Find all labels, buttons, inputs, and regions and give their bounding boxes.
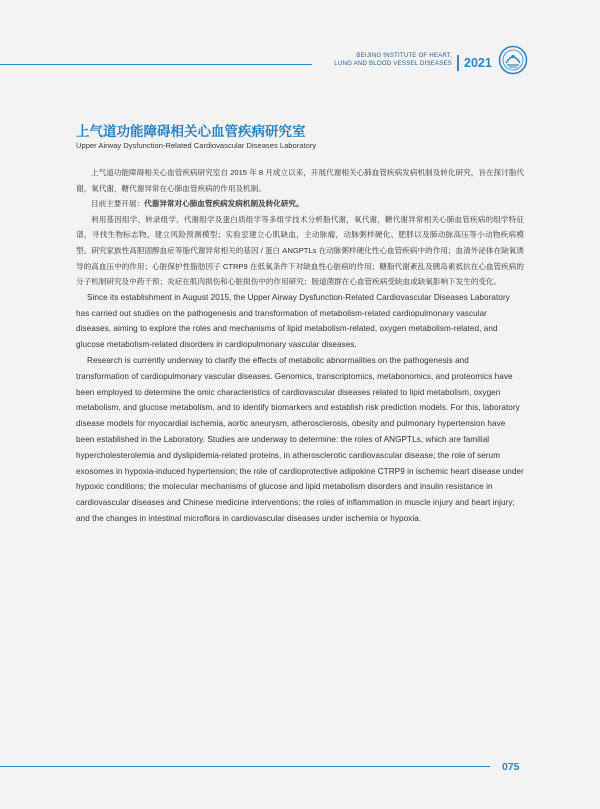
header-year: 2021 [464, 56, 492, 70]
cn-paragraph-2-lead: 目前主要开展： [91, 199, 145, 209]
institute-name [300, 52, 452, 68]
en-paragraph-1: Since its establishment in August 2015, the Upper Airway Dysfunction-Related Cardiovascular Diseases Laboratory has carried out studies on the pathogenesis and transformation of metabolism-related cardiopulmonary vascular diseases, aiming to explore the roles and mechanisms of lipid metabolism-related, oxygen metabolism-related, and glucose metabolism-related disorders in cardiopulmonary vascular diseases. [76, 292, 510, 350]
institute-seal-icon [498, 45, 528, 75]
page-number: 075 [502, 761, 520, 773]
footer-rule [0, 766, 490, 767]
article-body [76, 165, 524, 527]
page-title-en: Upper Airway Dysfunction-Related Cardiovascular Diseases Laboratory [76, 141, 317, 150]
institute-name-line1: BEIJING INSTITUTE OF HEART, [356, 52, 452, 59]
cn-paragraph-2-emphasis: 代谢异常对心肺血管疾病发病机制及转化研究。 [144, 199, 304, 209]
cn-paragraph-1: 上气道功能障碍相关心血管疾病研究室自 2015 年 8 月成立以来，开展代谢相关心肺血管疾病发病机制及转化研究，旨在探讨脂代谢，氧代谢，糖代谢异常在心肺血管疾病的作用及机制。 [76, 168, 524, 193]
cn-paragraph-3: 利用基因组学、转录组学、代谢组学及蛋白质组学等多组学技术分析脂代谢，氧代谢，糖代谢异常相关心肺血管疾病的组学特征谱，寻找生物标志物，建立风险预测模型；实验室建立心肌缺血，主动脉瘤，动脉粥样硬化、肥胖以及肺动脉高压等小动物疾病模型。研究家族性高胆固醇血症等脂代谢异常相关的基因 / 蛋白 ANGPTLs 在动脉粥样硬化性心血管疾病中的作用；血清外泌体在缺氧诱导的高血压中的作用；心脏保护性脂肪因子 CTRP9 在低氧条件下对缺血性心脏病的作用；糖脂代谢紊乱及胰岛素抵抗在心血管疾病的分子机制研究及中药干预；炎症在肌肉损伤和心脏损伤中的作用研究；肠道菌群在心血管疾病受缺血或缺氧影响下发生的变化。 [76, 214, 524, 287]
institute-name-line2: LUNG AND BLOOD VESSEL DISEASES [334, 60, 452, 67]
en-paragraph-2: Research is currently underway to clarify the effects of metabolic abnormalities on the pathogenesis and transformation of cardiopulmonary vascular diseases. Genomics, transcriptomics, metabonomics, and proteomics have been employed to determine the omic characteristics of cardiovascular diseases related to lipid metabolism, oxygen metabolism, and glucose metabolism, and to identify biomarkers and establish risk prediction models. For this, laboratory disease models for myocardial ischemia, aortic aneurysm, atherosclerosis, obesity and pulmonary hypertension have been established in the Laboratory. Studies are underway to determine: the roles of ANGPTLs, which are familial hypercholesterolemia and dyslipidemia-related proteins, in atherosclerotic cardiovascular disease; the role of serum exosomes in hypoxia-induced hypertension; the role of cardioprotective adipokine CTRP9 in ischemic heart disease under hypoxic conditions; the molecular mechanisms of glucose and lipid metabolism disorders and insulin resistance in cardiovascular diseases and Chinese medicine interventions; the roles of inflammation in muscle injury and heart injury; and the changes in intestinal microflora in cardiovascular diseases under ischemia or hypoxia. [76, 355, 524, 523]
cn-paragraph-2 [76, 196, 524, 212]
page-title-cn: 上气道功能障碍相关心血管疾病研究室 [76, 124, 306, 139]
header-rule [0, 64, 312, 65]
header-divider [457, 55, 459, 71]
